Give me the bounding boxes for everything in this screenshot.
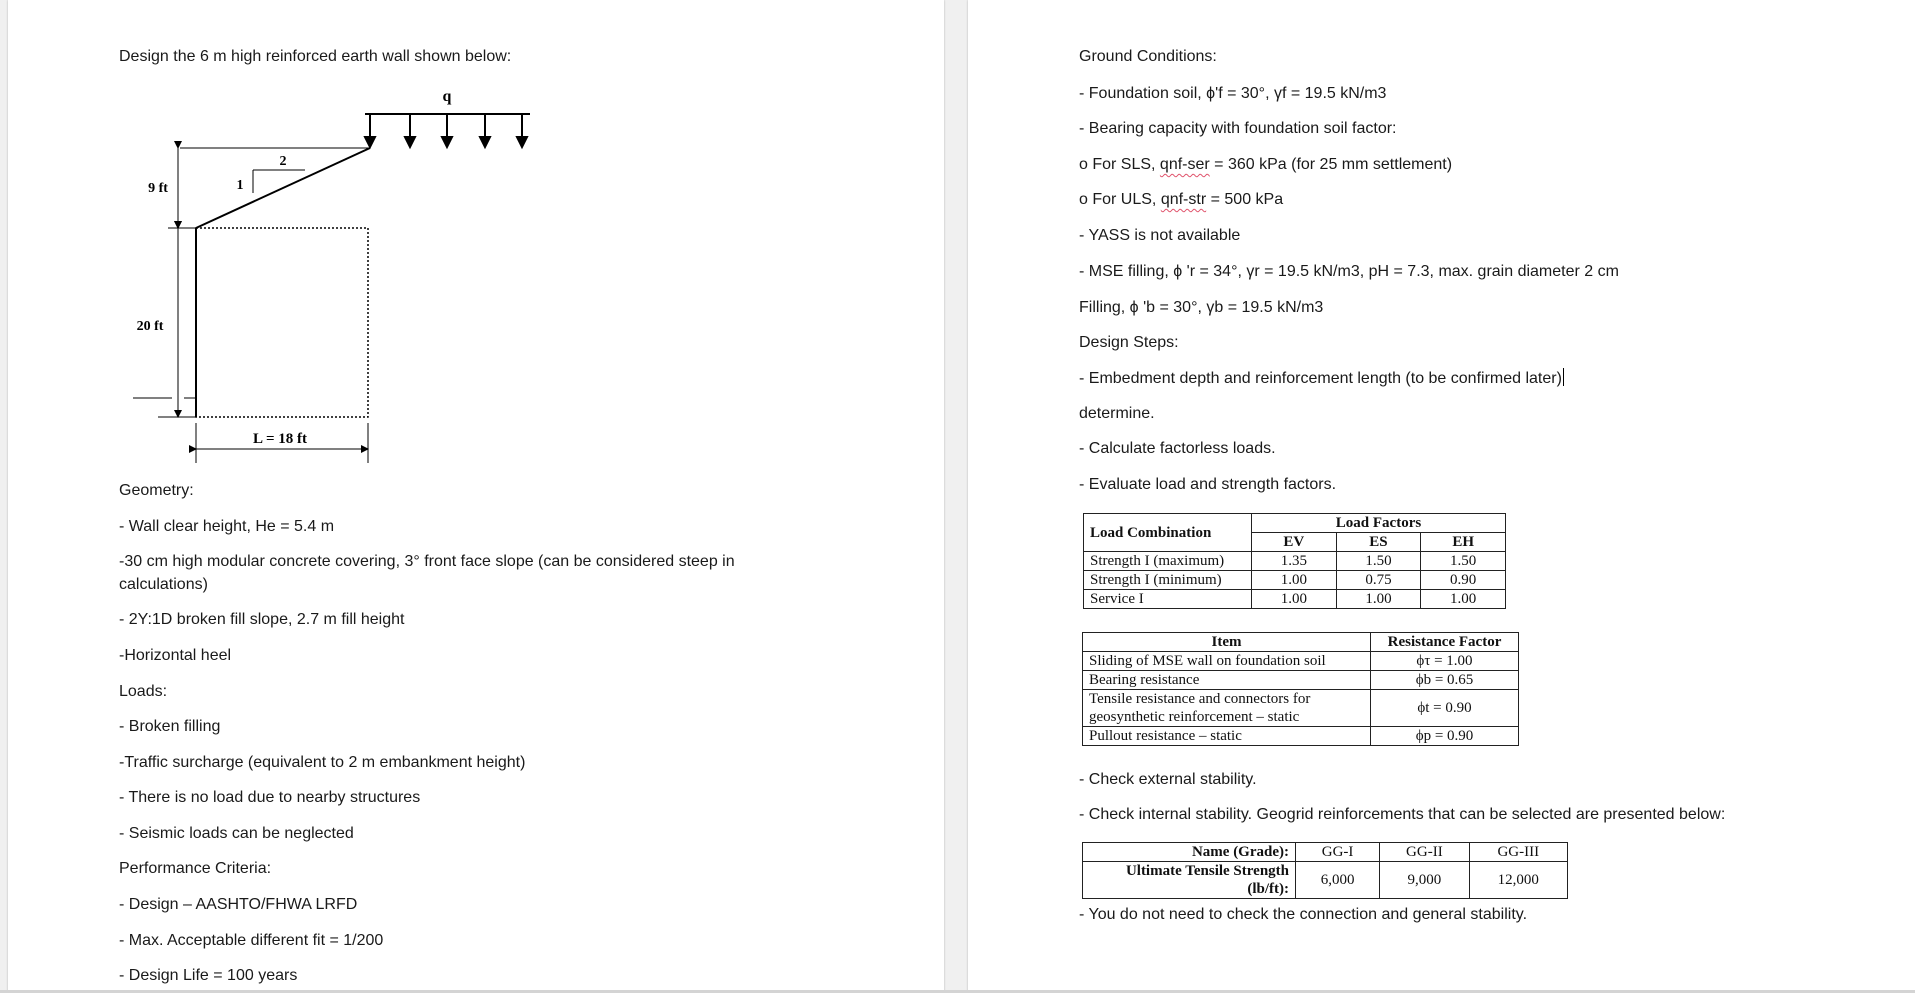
- col-ev: EV: [1252, 533, 1337, 552]
- performance-heading: Performance Criteria:: [119, 860, 272, 877]
- cell-ev: 1.00: [1252, 571, 1337, 590]
- cell-es: 0.75: [1336, 571, 1421, 590]
- table-row: [1084, 571, 1506, 590]
- row-name: Strength I (maximum): [1084, 552, 1252, 571]
- sls-text: [1079, 155, 1452, 175]
- slope-run-label: 2: [279, 154, 287, 169]
- loads-item: - Broken filling: [119, 718, 221, 735]
- geogrid-strength: 12,000: [1469, 862, 1567, 899]
- row-name: Strength I (minimum): [1084, 571, 1252, 590]
- design-steps-heading: Design Steps:: [1079, 334, 1179, 351]
- cell-ev: 1.00: [1252, 590, 1337, 609]
- loads-item: -Traffic surcharge (equivalent to 2 m embankment height): [119, 754, 526, 771]
- geogrid-name-label: Name (Grade):: [1083, 843, 1296, 862]
- loads-heading: Loads:: [119, 683, 168, 700]
- geogrid-strength-label: Ultimate Tensile Strength (lb/ft):: [1083, 862, 1296, 899]
- sls-suffix: = 360 kPa (for 25 mm settlement): [1209, 156, 1453, 173]
- row-factor: ϕb = 0.65: [1371, 671, 1519, 690]
- geometry-item: -Horizontal heel: [119, 647, 232, 664]
- load-factors-table: [1083, 513, 1506, 609]
- ground-heading: Ground Conditions:: [1079, 48, 1217, 65]
- step-embedment-continuation: determine.: [1079, 405, 1155, 422]
- wall-height-label: 20 ft: [136, 319, 164, 334]
- row-factor: ϕt = 0.90: [1371, 690, 1519, 727]
- sls-term-spellcheck[interactable]: qnf-ser: [1159, 156, 1210, 173]
- bearing-factor-text: - Bearing capacity with foundation soil factor:: [1079, 120, 1397, 137]
- table-row: [1083, 652, 1519, 671]
- table-row: [1083, 727, 1519, 746]
- final-note: - You do not need to check the connection and general stability.: [1079, 906, 1528, 923]
- geometry-heading: Geometry:: [119, 482, 194, 499]
- row-name: Service I: [1084, 590, 1252, 609]
- reinforced-zone-box: [196, 228, 368, 417]
- foundation-soil-text: - Foundation soil, ϕ'f = 30°, γf = 19.5 kN/m3: [1079, 85, 1387, 102]
- row-factor: ϕτ = 1.00: [1371, 652, 1519, 671]
- cell-es: 1.00: [1336, 590, 1421, 609]
- load-label: q: [442, 88, 452, 105]
- col-eh: EH: [1421, 533, 1506, 552]
- text-cursor: [1563, 368, 1564, 386]
- uls-prefix: o For ULS,: [1079, 191, 1161, 208]
- filling-text: Filling, ϕ 'b = 30°, γb = 19.5 kN/m3: [1079, 299, 1324, 316]
- geogrid-strength: 6,000: [1296, 862, 1380, 899]
- geometry-item: - 2Y:1D broken fill slope, 2.7 m fill height: [119, 611, 405, 628]
- length-label: L = 18 ft: [253, 431, 307, 447]
- table-row: [1083, 671, 1519, 690]
- row-item: Bearing resistance: [1083, 671, 1371, 690]
- step-loads: - Calculate factorless loads.: [1079, 440, 1276, 457]
- geogrid-table: [1082, 842, 1568, 899]
- performance-item: - Max. Acceptable different fit = 1/200: [119, 932, 384, 949]
- check-internal: - Check internal stability. Geogrid reinforcements that can be selected are presented below:: [1079, 806, 1726, 823]
- row-factor: ϕp = 0.90: [1371, 727, 1519, 746]
- load-arrows: [365, 114, 527, 147]
- uls-text: [1079, 190, 1283, 210]
- row-item: Sliding of MSE wall on foundation soil: [1083, 652, 1371, 671]
- performance-item: - Design – AASHTO/FHWA LRFD: [119, 896, 358, 913]
- performance-item: - Design Life = 100 years: [119, 967, 298, 984]
- col-resistance-factor: Resistance Factor: [1371, 633, 1519, 652]
- step-embedment: [1079, 368, 1564, 389]
- geogrid-grade: GG-III: [1469, 843, 1567, 862]
- col-es: ES: [1336, 533, 1421, 552]
- check-external: - Check external stability.: [1079, 771, 1257, 788]
- cell-eh: 0.90: [1421, 571, 1506, 590]
- loads-item: - There is no load due to nearby structures: [119, 789, 421, 806]
- geogrid-strength: 9,000: [1380, 862, 1469, 899]
- wall-figure: [120, 85, 560, 470]
- geometry-item: -30 cm high modular concrete covering, 3° front face slope (can be considered steep in calculations): [119, 553, 735, 593]
- uls-suffix: = 500 kPa: [1206, 191, 1284, 208]
- table-row: [1084, 590, 1506, 609]
- cell-eh: 1.00: [1421, 590, 1506, 609]
- slope-height-label: 9 ft: [148, 181, 168, 196]
- sls-prefix: o For SLS,: [1079, 156, 1160, 173]
- table-row: [1083, 690, 1519, 727]
- yass-text: - YASS is not available: [1079, 227, 1241, 244]
- cell-eh: 1.50: [1421, 552, 1506, 571]
- row-item: Pullout resistance – static: [1083, 727, 1371, 746]
- geogrid-grade: GG-I: [1296, 843, 1380, 862]
- col-item: Item: [1083, 633, 1371, 652]
- resistance-factors-table: [1082, 632, 1519, 746]
- col-load-combination: Load Combination: [1084, 514, 1252, 552]
- mse-filling-text: - MSE filling, ϕ 'r = 34°, γr = 19.5 kN/m3, pH = 7.3, max. grain diameter 2 cm: [1079, 263, 1619, 280]
- geogrid-grade: GG-II: [1380, 843, 1469, 862]
- cell-es: 1.50: [1336, 552, 1421, 571]
- table-row: [1084, 552, 1506, 571]
- cell-ev: 1.35: [1252, 552, 1337, 571]
- uls-term-spellcheck[interactable]: qnf-str: [1160, 191, 1207, 208]
- row-item: Tensile resistance and connectors for geosynthetic reinforcement – static: [1083, 690, 1371, 727]
- geometry-item: - Wall clear height, He = 5.4 m: [119, 518, 335, 535]
- loads-item: - Seismic loads can be neglected: [119, 825, 354, 842]
- step-factors: - Evaluate load and strength factors.: [1079, 476, 1337, 493]
- col-load-factors: Load Factors: [1252, 514, 1506, 533]
- step-embedment-text: - Embedment depth and reinforcement length (to be confirmed later): [1079, 370, 1562, 387]
- slope-rise-label: 1: [236, 178, 244, 193]
- intro-text: Design the 6 m high reinforced earth wall shown below:: [119, 48, 512, 65]
